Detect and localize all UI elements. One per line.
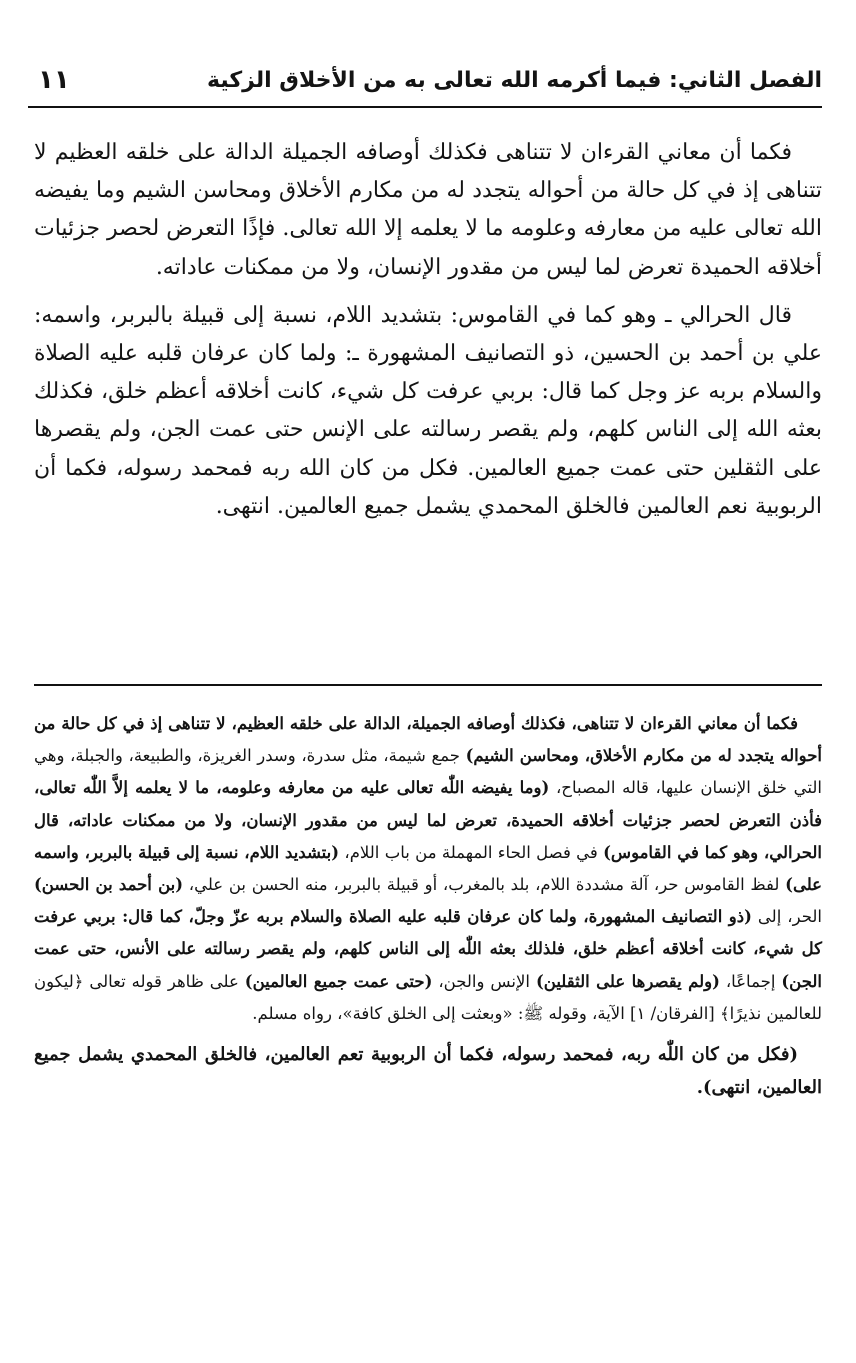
main-text [34,134,822,526]
quoted-text: (بتشديد اللام، نسبة إلى قبيلة بالبربر، واسمه على) [34,842,823,895]
commentary-text: لفظ القاموس حر، آلة مشددة اللام، بلد بالمغرب، أو قبيلة بالبربر، منه الحسن بن علي، [183,875,786,895]
main-paragraph-2: قال الحرالي ـ وهو كما في القاموس: بتشديد اللام، نسبة إلى قبيلة بالبربر، واسمه: علي بن أحمد بن الحسين، ذو التصانيف المشهورة ـ: ولما كان عرفان قلبه عليه الصلاة والسلام بربه عز وجل كما قال: بربي عرفت كل شيء، كانت أخلاقه أعظم خلق، فكذلك بعثه الله إلى الناس كلهم، ولم يقصر رسالته على الإنس حتى عمت الجن، ولم يقصرها على الثقلين حتى عمت جميع العالمين. فكل من كان الله ربه فمحمد رسوله، فكما أن الربوبية نعم العالمين فالخلق المحمدي يشمل جميع العالمين. انتهى. [34,302,822,519]
chapter-title: الفصل الثاني: فيما أكرمه الله تعالى به من الأخلاق الزكية [207,67,822,93]
quoted-text: (وما يفيضه اللّٰه تعالى عليه من معارفه وعلومه، ما لا يعلمه إلاَّ اللّٰه تعالى، فأذن التعرض لحصر جزئيات أخلاقه الحميدة، تعرض لما ليس من مقدور الإنسان، ولا من ممكنات عاداته، قال الحرالي، وهو كما في القاموس) [34,778,822,862]
quoted-text: (ذو التصانيف المشهورة، ولما كان عرفان قلبه عليه الصلاة والسلام بربه عزّ وجلّ، كما قال: بربي عرفت كل شيء، كانت أخلاقه أعظم خلق، فلذلك بعثه اللّٰه إلى الناس كلهم، ولم يقصر رسالته على الأنس، حتى عمت الجن) [34,907,822,991]
quoted-text: (بن أحمد بن الحسن) [34,875,184,895]
commentary-text: في فصل الحاء المهملة من باب اللام، [339,842,604,862]
main-paragraph-1: فكما أن معاني القرءان لا تتناهى فكذلك أوصافه الجميلة الدالة على خلقه العظيم لا تتناهى إذ في كل حالة من أحواله يتجدد له من مكارم الأخلاق ومحاسن الشيم وما يفيضه الله تعالى عليه من معارفه وعلومه ما لا يعلمه إلا الله تعالى. فإذًا التعرض لحصر جزئيات أخلاقه الحميدة تعرض لما ليس من مقدور الإنسان، ولا من ممكنات عاداته. [34,140,822,280]
commentary-text: الإنس والجن، [432,971,536,991]
quoted-text: (ولم يقصرها على الثقلين) [535,971,720,991]
commentary-paragraph-1 [34,708,822,1030]
page-number: ١١ [38,65,70,95]
commentary-separator [34,684,822,686]
commentary-text: الحر، إلى [751,907,822,927]
running-header [34,56,822,104]
commentary-text: على ظاهر قوله تعالى ﴿ليكون للعالمين نذيرًا﴾ [الفرقان/ ١] الآية، وقوله ﷺ: «وبعثت إلى الخلق كافة»، رواه مسلم. [34,971,822,1023]
quoted-text: (فكل من كان اللّٰه ربه، فمحمد رسوله، فكما أن الربوبية تعم العالمين، فالخلق المحمدي يشمل جميع العالمين، انتهى). [34,1044,822,1099]
header-rule [28,106,822,108]
commentary-text: جمع شيمة، مثل سدرة، وسدر الغريزة، والطبيعة، والجبلة، وهي التي خلق الإنسان عليها، قاله المصباح، [34,746,822,798]
commentary [34,708,822,1104]
quoted-text: (حتى عمت جميع العالمين) [244,971,433,991]
commentary-paragraph-2 [34,1038,822,1104]
quoted-text: فكما أن معاني القرءان لا تتناهى، فكذلك أوصافه الجميلة، الدالة على خلقه العظيم، لا تتناهى إذ في كل حالة من أحواله يتجدد له من مكارم الأخلاق، ومحاسن الشيم) [34,714,822,766]
commentary-text: إجماعًا، [719,971,782,991]
